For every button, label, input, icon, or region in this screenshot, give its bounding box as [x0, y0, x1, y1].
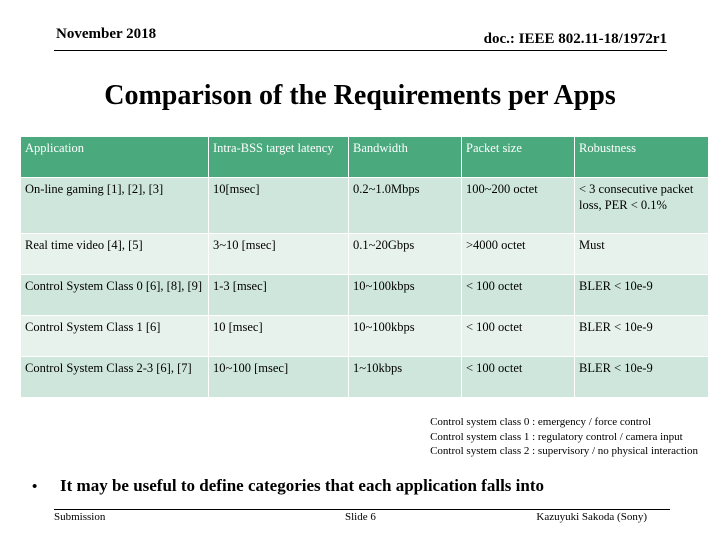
header-date: November 2018	[56, 26, 157, 42]
table-cell: 3~10 [msec]	[209, 234, 349, 275]
footer-divider	[54, 509, 670, 510]
table-cell: BLER < 10e-9	[575, 357, 709, 398]
table-cell: BLER < 10e-9	[575, 316, 709, 357]
table-cell: 100~200 octet	[462, 178, 575, 234]
class-notes	[430, 415, 698, 459]
column-header: Robustness	[575, 137, 709, 178]
header-doc-id: doc.: IEEE 802.11-18/1972r1	[483, 31, 667, 47]
requirements-table	[20, 136, 709, 398]
table-cell: Control System Class 0 [6], [8], [9]	[21, 275, 209, 316]
table-cell: 10~100kbps	[349, 316, 462, 357]
footer-author: Kazuyuki Sakoda (Sony)	[536, 511, 647, 523]
table-cell: 1-3 [msec]	[209, 275, 349, 316]
table-header-row	[21, 137, 709, 178]
table-cell: 10~100 [msec]	[209, 357, 349, 398]
table-row	[21, 357, 709, 398]
table-cell: 10~100kbps	[349, 275, 462, 316]
footer-submission: Submission	[54, 511, 106, 523]
column-header: Application	[21, 137, 209, 178]
table-cell: < 100 octet	[462, 316, 575, 357]
table-row	[21, 316, 709, 357]
bullet-text: It may be useful to define categories that each application falls into	[60, 476, 544, 495]
table-cell: < 3 consecutive packet loss, PER < 0.1%	[575, 178, 709, 234]
table-row	[21, 275, 709, 316]
footer-slide-number: Slide 6	[345, 511, 376, 523]
table-cell: 10 [msec]	[209, 316, 349, 357]
table-cell: 0.2~1.0Mbps	[349, 178, 462, 234]
table-cell: < 100 octet	[462, 275, 575, 316]
table-cell: BLER < 10e-9	[575, 275, 709, 316]
table-cell: 1~10kbps	[349, 357, 462, 398]
table-cell: >4000 octet	[462, 234, 575, 275]
column-header: Bandwidth	[349, 137, 462, 178]
note-line: Control system class 2 : supervisory / no physical interaction	[430, 445, 698, 457]
bullet-point	[32, 476, 544, 496]
table-cell: Real time video [4], [5]	[21, 234, 209, 275]
table-cell: 0.1~20Gbps	[349, 234, 462, 275]
table-cell: Control System Class 2-3 [6], [7]	[21, 357, 209, 398]
note-line: Control system class 1 : regulatory control / camera input	[430, 430, 683, 443]
table-cell: Must	[575, 234, 709, 275]
table-cell: < 100 octet	[462, 357, 575, 398]
table-cell: On-line gaming [1], [2], [3]	[21, 178, 209, 234]
column-header: Intra-BSS target latency	[209, 137, 349, 178]
note-line: Control system class 0 : emergency / force control	[430, 416, 652, 428]
table-row	[21, 178, 709, 234]
table-cell: Control System Class 1 [6]	[21, 316, 209, 357]
table-cell: 10[msec]	[209, 178, 349, 234]
column-header: Packet size	[462, 137, 575, 178]
slide-title: Comparison of the Requirements per Apps	[104, 80, 616, 111]
header-divider	[54, 50, 667, 51]
table-row	[21, 234, 709, 275]
bullet-icon: •	[32, 479, 38, 495]
